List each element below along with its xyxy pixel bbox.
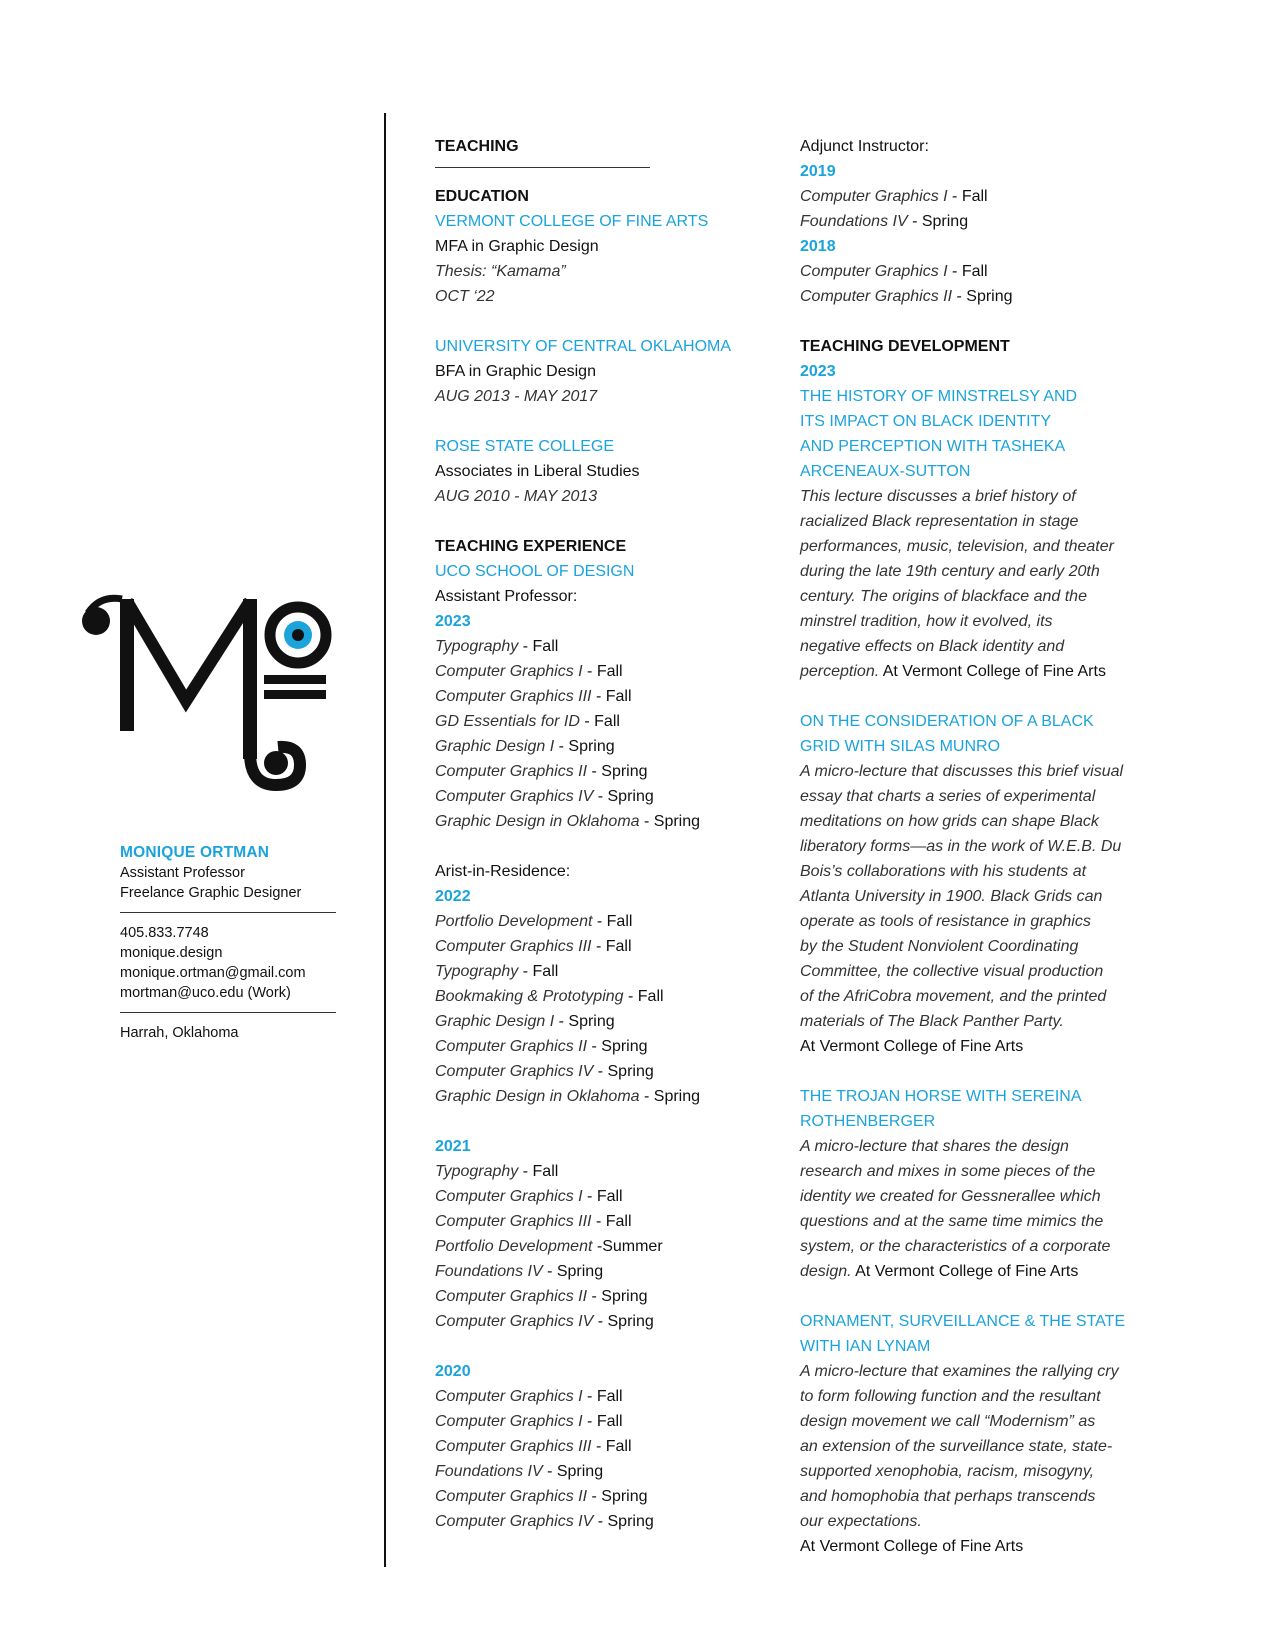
course-term: - Fall (591, 688, 632, 705)
lecture-venue: At Vermont College of Fine Arts (800, 1538, 1024, 1555)
course-term: - Spring (587, 1288, 648, 1305)
lecture-desc-line (800, 1384, 1135, 1409)
course-term: - Spring (587, 763, 648, 780)
lecture-desc: our expectations. (800, 1513, 922, 1530)
lecture-desc: supported xenophobia, racism, misogyny, (800, 1463, 1095, 1480)
degree: MFA in Graphic Design (435, 238, 599, 255)
course-name: Computer Graphics I (435, 1188, 583, 1205)
course-item (435, 1059, 780, 1084)
course-item (435, 959, 780, 984)
lecture-desc: design movement we call “Modernism” as (800, 1413, 1096, 1430)
course-name: Computer Graphics II (435, 1488, 588, 1505)
lecture-venue: At Vermont College of Fine Arts (879, 663, 1106, 680)
lecture-desc: Atlanta University in 1900. Black Grids can (800, 888, 1103, 905)
lecture-desc-line (800, 1409, 1135, 1434)
role-label: Assistant Professor: (435, 588, 578, 605)
lecture-title: ON THE CONSIDERATION OF A BLACK (800, 713, 1094, 730)
course-term: - Spring (907, 213, 969, 230)
location: Harrah, Oklahoma (120, 1025, 239, 1041)
course-term: - Fall (518, 638, 559, 655)
email: monique.ortman@gmail.com (120, 965, 306, 981)
lecture-desc-line (800, 884, 1135, 909)
course-name: Bookmaking & Prototyping (435, 988, 624, 1005)
year-label: 2022 (435, 888, 471, 905)
lecture-desc-line (800, 559, 1135, 584)
course-term: - Fall (579, 713, 620, 730)
course-name: Portfolio Development (435, 1238, 593, 1255)
lecture-desc-line (800, 1509, 1135, 1534)
lecture-desc-line (800, 1234, 1135, 1259)
degree: BFA in Graphic Design (435, 363, 596, 380)
course-item (435, 1009, 780, 1034)
course-name: Typography (435, 638, 519, 655)
school-name: UNIVERSITY OF CENTRAL OKLAHOMA (435, 338, 732, 355)
course-name: Computer Graphics III (435, 688, 592, 705)
lecture-desc-line (800, 1184, 1135, 1209)
course-name: Foundations IV (435, 1263, 543, 1280)
school-detail: AUG 2010 - MAY 2013 (435, 488, 598, 505)
course-name: Graphic Design in Oklahoma (435, 813, 640, 830)
course-item (435, 1159, 780, 1184)
lecture-desc-line (800, 509, 1135, 534)
course-name: Foundations IV (800, 213, 908, 230)
course-term: - Fall (591, 938, 632, 955)
lecture-desc-line (800, 534, 1135, 559)
course-name: Graphic Design I (435, 738, 555, 755)
lecture-title: GRID WITH SILAS MUNRO (800, 738, 1001, 755)
spacer (800, 684, 1135, 709)
course-term: - Spring (639, 1088, 701, 1105)
course-item (435, 734, 780, 759)
lecture-title: THE HISTORY OF MINSTRELSY AND (800, 388, 1078, 405)
lecture-desc-line (800, 784, 1135, 809)
course-name: Computer Graphics IV (435, 1063, 594, 1080)
school-detail: OCT ‘22 (435, 288, 495, 305)
lecture-title: THE TROJAN HORSE WITH SEREINA (800, 1088, 1082, 1105)
spacer (435, 309, 780, 334)
lecture-title: ORNAMENT, SURVEILLANCE & THE STATE (800, 1313, 1126, 1330)
lecture-desc-line (800, 1209, 1135, 1234)
course-item (435, 684, 780, 709)
course-item (435, 1459, 780, 1484)
course-term: - Fall (582, 1388, 623, 1405)
course-name: Computer Graphics II (435, 1288, 588, 1305)
course-name: Computer Graphics IV (435, 1313, 594, 1330)
lecture-desc: to form following function and the resultant (800, 1388, 1101, 1405)
course-item (435, 1284, 780, 1309)
spacer (800, 1059, 1135, 1084)
lecture-desc: identity we created for Gessnerallee which (800, 1188, 1101, 1205)
course-term: - Fall (518, 963, 559, 980)
course-term: - Spring (593, 1313, 654, 1330)
course-name: Computer Graphics III (435, 1213, 592, 1230)
course-name: GD Essentials for ID (435, 713, 580, 730)
lectures-list (800, 384, 1135, 1559)
lecture-desc-line (800, 1359, 1135, 1384)
course-term: - Spring (542, 1463, 604, 1480)
course-name: Computer Graphics III (435, 938, 592, 955)
lecture-desc: Bois’s collaborations with his students at (800, 863, 1087, 880)
lecture-desc: negative effects on Black identity and (800, 638, 1065, 655)
lecture-desc-line (800, 659, 1135, 684)
lecture-title: WITH IAN LYNAM (800, 1338, 931, 1355)
work-email: mortman@uco.edu (Work) (120, 985, 291, 1001)
course-item (800, 259, 1135, 284)
teaching-rule (435, 167, 650, 168)
lecture-venue: At Vermont College of Fine Arts (851, 1263, 1079, 1280)
person-name: MONIQUE ORTMAN (120, 844, 270, 861)
lecture-desc: century. The origins of blackface and the (800, 588, 1087, 605)
lecture-desc: by the Student Nonviolent Coordinating (800, 938, 1079, 955)
course-item (435, 1084, 780, 1109)
course-item (435, 709, 780, 734)
lecture-desc-line (800, 759, 1135, 784)
lecture-desc-line (800, 1459, 1135, 1484)
course-item (435, 1384, 780, 1409)
adjunct-development-column (800, 134, 1135, 1559)
lecture-desc-line (800, 484, 1135, 509)
lecture-title: ITS IMPACT ON BLACK IDENTITY (800, 413, 1051, 430)
lecture-desc-line (800, 1134, 1135, 1159)
year-label: 2021 (435, 1138, 471, 1155)
spacer (435, 509, 780, 534)
lecture-desc: materials of The Black Panther Party. (800, 1013, 1064, 1030)
adjunct-years (800, 159, 1135, 309)
contact-divider (120, 912, 336, 913)
course-name: Portfolio Development (435, 913, 593, 930)
course-term: - Spring (554, 1013, 615, 1030)
course-term: - Fall (582, 1413, 623, 1430)
course-term: - Spring (554, 738, 615, 755)
development-year: 2023 (800, 363, 836, 380)
course-item (435, 1484, 780, 1509)
lecture-desc-line (800, 1159, 1135, 1184)
course-term: - Spring (542, 1263, 604, 1280)
year-label: 2019 (800, 163, 836, 180)
lecture-desc-line (800, 984, 1135, 1009)
lecture-desc-line (800, 909, 1135, 934)
vertical-divider (384, 113, 386, 1567)
course-name: Computer Graphics II (435, 763, 588, 780)
phone: 405.833.7748 (120, 925, 209, 941)
school-name: ROSE STATE COLLEGE (435, 438, 615, 455)
contact-divider (120, 1012, 336, 1013)
course-name: Graphic Design in Oklahoma (435, 1088, 640, 1105)
course-name: Computer Graphics II (435, 1038, 588, 1055)
course-term: - Spring (952, 288, 1013, 305)
course-item (435, 784, 780, 809)
course-item (435, 659, 780, 684)
course-item (800, 184, 1135, 209)
experience-heading: TEACHING EXPERIENCE (435, 538, 627, 555)
course-item (435, 1209, 780, 1234)
lecture-desc: research and mixes in some pieces of the (800, 1163, 1096, 1180)
course-term: - Spring (593, 788, 654, 805)
course-item (435, 1409, 780, 1434)
course-name: Typography (435, 963, 519, 980)
course-name: Computer Graphics I (435, 1388, 583, 1405)
course-name: Computer Graphics I (800, 263, 948, 280)
course-item (435, 1234, 780, 1259)
course-term: - Fall (591, 1213, 632, 1230)
lecture-desc: an extension of the surveillance state, state- (800, 1438, 1113, 1455)
course-term: - Fall (518, 1163, 559, 1180)
course-item (435, 1259, 780, 1284)
course-term: - Spring (587, 1038, 648, 1055)
course-name: Computer Graphics I (435, 1413, 583, 1430)
lecture-desc: perception. (800, 663, 880, 680)
lecture-desc: A micro-lecture that examines the rallying cry (800, 1363, 1119, 1380)
lecture-desc: A micro-lecture that discusses this brief visual (800, 763, 1124, 780)
lecture-desc-line (800, 959, 1135, 984)
course-term: - Spring (587, 1488, 648, 1505)
lecture-desc: A micro-lecture that shares the design (800, 1138, 1069, 1155)
lecture-desc: of the AfriCobra movement, and the printed (800, 988, 1107, 1005)
course-item (435, 1184, 780, 1209)
course-name: Computer Graphics I (435, 663, 583, 680)
school-name: VERMONT COLLEGE OF FINE ARTS (435, 213, 709, 230)
lecture-desc: minstrel tradition, how it evolved, its (800, 613, 1053, 630)
lecture-desc: racialized Black representation in stage (800, 513, 1079, 530)
lecture-desc: meditations on how grids can shape Black (800, 813, 1099, 830)
course-item (435, 934, 780, 959)
course-term: - Fall (947, 263, 988, 280)
year-label: 2020 (435, 1363, 471, 1380)
lecture-desc: Committee, the collective visual production (800, 963, 1104, 980)
course-term: - Spring (593, 1063, 654, 1080)
contact-block (120, 843, 336, 1043)
course-name: Typography (435, 1163, 519, 1180)
education-list (435, 209, 780, 534)
course-term: - Fall (591, 1438, 632, 1455)
lecture-desc: performances, music, television, and theater (800, 538, 1114, 555)
title-line: Freelance Graphic Designer (120, 885, 302, 901)
school-detail: AUG 2013 - MAY 2017 (435, 388, 598, 405)
lecture-title: ARCENEAUX-SUTTON (800, 463, 971, 480)
website: monique.design (120, 945, 223, 961)
lecture-desc-line (800, 1009, 1135, 1034)
mo-monogram-logo (78, 593, 338, 798)
year-label: 2023 (435, 613, 471, 630)
school-detail: Thesis: “Kamama” (435, 263, 566, 280)
course-term: - Spring (593, 1513, 654, 1530)
course-term: - Fall (592, 913, 633, 930)
course-item (800, 209, 1135, 234)
lecture-title: ROTHENBERGER (800, 1113, 936, 1130)
course-term: - Fall (947, 188, 988, 205)
course-term: - Fall (582, 1188, 623, 1205)
lecture-desc: system, or the characteristics of a corporate (800, 1238, 1111, 1255)
role-label: Arist-in-Residence: (435, 863, 571, 880)
spacer (800, 1284, 1135, 1309)
course-item (435, 909, 780, 934)
course-term: - Fall (623, 988, 664, 1005)
roles-list (435, 584, 780, 1534)
spacer (435, 1334, 780, 1359)
course-name: Foundations IV (435, 1463, 543, 1480)
lecture-desc-line (800, 1434, 1135, 1459)
lecture-desc: essay that charts a series of experimental (800, 788, 1096, 805)
education-heading: EDUCATION (435, 188, 529, 205)
lecture-venue: At Vermont College of Fine Arts (800, 1038, 1024, 1055)
lecture-desc-line (800, 834, 1135, 859)
degree: Associates in Liberal Studies (435, 463, 640, 480)
spacer (435, 834, 780, 859)
lecture-desc-line (800, 1259, 1135, 1284)
lecture-desc: design. (800, 1263, 852, 1280)
course-item (435, 759, 780, 784)
course-item (435, 984, 780, 1009)
education-experience-column (435, 134, 780, 1534)
course-term: - Spring (639, 813, 701, 830)
lecture-desc: questions and at the same time mimics the (800, 1213, 1104, 1230)
lecture-desc: operate as tools of resistance in graphics (800, 913, 1091, 930)
lecture-desc: and homophobia that perhaps transcends (800, 1488, 1096, 1505)
course-term: -Summer (592, 1238, 663, 1255)
spacer (435, 1109, 780, 1134)
course-item (800, 284, 1135, 309)
lecture-desc-line (800, 584, 1135, 609)
course-item (435, 634, 780, 659)
course-name: Computer Graphics III (435, 1438, 592, 1455)
course-name: Computer Graphics II (800, 288, 953, 305)
lecture-desc: during the late 19th century and early 20th (800, 563, 1100, 580)
lecture-desc-line (800, 859, 1135, 884)
year-label: 2018 (800, 238, 836, 255)
adjunct-role: Adjunct Instructor: (800, 138, 929, 155)
course-item (435, 809, 780, 834)
course-item (435, 1434, 780, 1459)
lecture-desc-line (800, 934, 1135, 959)
course-name: Computer Graphics IV (435, 1513, 594, 1530)
lecture-title: AND PERCEPTION WITH TASHEKA (800, 438, 1066, 455)
course-name: Computer Graphics IV (435, 788, 594, 805)
course-item (435, 1309, 780, 1334)
course-item (435, 1034, 780, 1059)
course-name: Graphic Design I (435, 1013, 555, 1030)
course-term: - Fall (582, 663, 623, 680)
lecture-desc: This lecture discusses a brief history of (800, 488, 1076, 505)
lecture-desc: liberatory forms—as in the work of W.E.B. Du (800, 838, 1122, 855)
experience-school: UCO SCHOOL OF DESIGN (435, 563, 635, 580)
lecture-desc-line (800, 609, 1135, 634)
course-name: Computer Graphics I (800, 188, 948, 205)
teaching-heading: TEACHING (435, 138, 519, 155)
lecture-desc-line (800, 1484, 1135, 1509)
lecture-desc-line (800, 634, 1135, 659)
spacer (435, 409, 780, 434)
course-item (435, 1509, 780, 1534)
development-heading: TEACHING DEVELOPMENT (800, 338, 1010, 355)
title-line: Assistant Professor (120, 865, 245, 881)
lecture-desc-line (800, 809, 1135, 834)
